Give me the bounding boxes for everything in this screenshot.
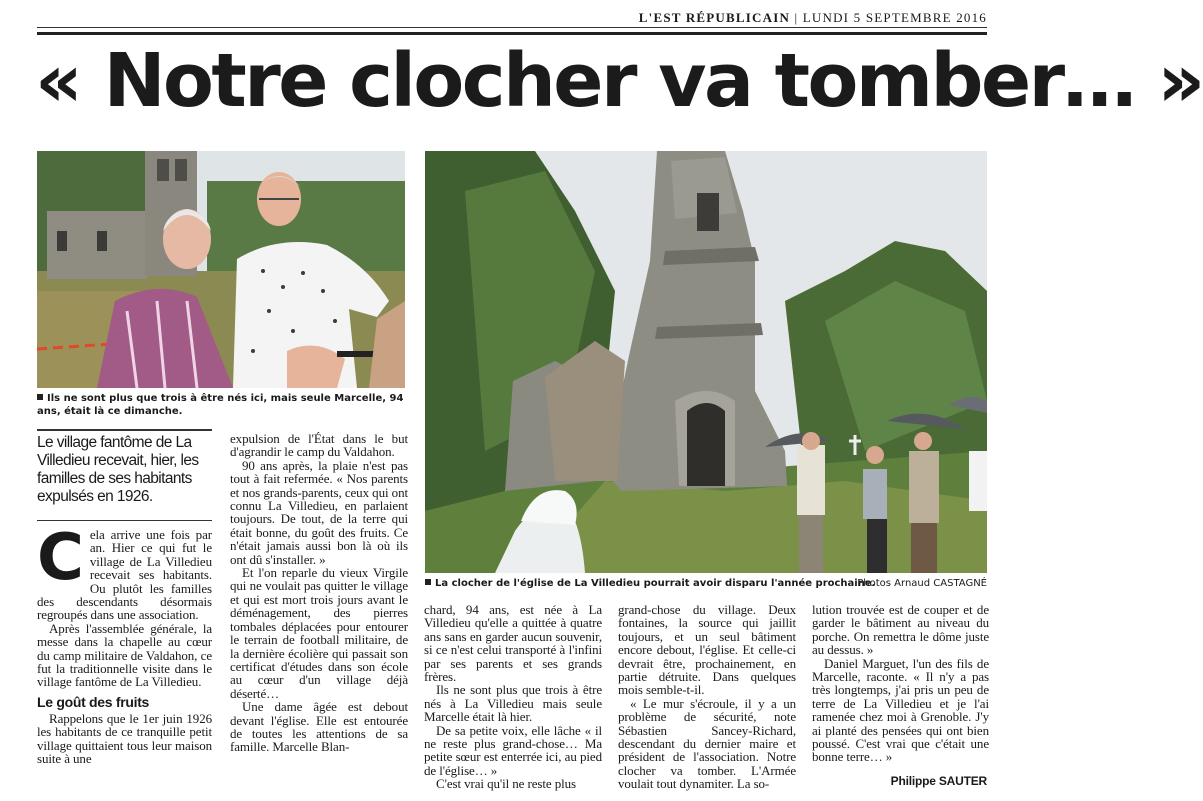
article-column-2: [230, 432, 408, 754]
caption-bullet-icon: [425, 579, 431, 585]
photo-credit: Photos Arnaud CASTAGNÉ: [857, 578, 987, 589]
article-column-1: [37, 521, 212, 767]
masthead: [37, 10, 987, 28]
paragraph: C'est vrai qu'il ne reste plus: [436, 776, 576, 792]
paragraph: Ils ne sont plus que trois à être nés à La Villedieu mais seule Marcelle était là hier.: [424, 682, 602, 725]
article-headline: « Notre clocher va tomber… »: [35, 38, 1203, 124]
article-column-5: [812, 603, 989, 764]
top-rule: [37, 32, 987, 35]
paragraph: chard, 94 ans, est née à La Villedieu qu'elle a quittée à quatre ans sans en garder aucun souvenir, si ce n'est celui transporté à l'infini par ses parents et ses grands frères.: [424, 602, 602, 685]
paragraph: expulsion de l'État dans le but d'agrandir le camp du Valdahon.: [230, 431, 408, 460]
photo-villagers: [37, 151, 405, 388]
drop-cap: C: [37, 521, 84, 595]
photo-church-caption: [425, 577, 987, 590]
photo-church-caption-text: La clocher de l'église de La Villedieu pourrait avoir disparu l'année prochaine.: [435, 578, 876, 589]
photo-church-image: [425, 151, 987, 573]
paragraph: grand-chose du village. Deux fontaines, la source qui jaillit toujours, et un seul bâtiment encore debout, l'église. Et celle-ci devrait être, prochainement, en partie détruite. Dans quelques mois semble-t-il.: [618, 602, 796, 698]
paragraph: Et l'on reparle du vieux Virgile qui ne voulait pas quitter le village et qui est mort trois jours avant le déménagement, des pierres tombales déplacées pour entourer le terrain de football militaire, de la dernière écolière qui passait son certificat d'études dans son école au cœur d'un village déjà déserté…: [230, 565, 408, 701]
caption-bullet-icon: [37, 394, 43, 400]
paragraph: Après l'assemblée générale, la messe dans la chapelle au cœur du camp militaire de Valdahon, ce fut la traditionnelle visite dans le village fantôme de La Villedieu.: [37, 620, 212, 690]
author-signature: Philippe SAUTER: [890, 774, 987, 788]
paragraph: Une dame âgée est debout devant l'église. Elle est entourée de toutes les attentions de sa famille. Marcelle Blan-: [230, 699, 408, 755]
photo-villagers-caption: [37, 392, 405, 418]
paragraph: Rappelons que le 1er juin 1926 les habitants de ce tranquille petit village quittaient tous leur maison suite à une: [37, 710, 212, 767]
paragraph: lution trouvée est de couper et de garder le bâtiment au niveau du porche. On remettra le dôme juste au dessus. »: [812, 602, 989, 658]
paragraph: De sa petite voix, elle lâche « il ne reste plus grand-chose… Ma petite sœur est enterrée ici, au pied de l'église… »: [424, 722, 602, 778]
lead-top-rule: [37, 429, 212, 431]
masthead-info: [639, 10, 987, 26]
masthead-separator: |: [794, 10, 799, 25]
photo-church: [425, 151, 987, 573]
paper-name: L'EST RÉPUBLICAIN: [638, 10, 791, 25]
paragraph: « Le mur s'écroule, il y a un problème de sécurité, note Sébastien Sancey-Richard, descendant du dernier maire et président de l'association. Notre clocher va tomber. L'Armée voulait tout dynamiter. La so-: [618, 695, 796, 792]
issue-date: LUNDI 5 SEPTEMBRE 2016: [802, 10, 987, 25]
photo-villagers-caption-text: Ils ne sont plus que trois à être nés ici, mais seule Marcelle, 94 ans, était là ce dimanche.: [37, 393, 404, 417]
paragraph: Daniel Marguet, l'un des fils de Marcelle, raconte. « Il n'y a pas très longtemps, j'ai pris un peu de terre de La Villedieu et je l'ai ramenée chez moi à Grenoble. J'y ai planté des pensées qui ont bien poussé. C'est vrai que c'était une bonne terre… »: [812, 655, 989, 765]
article-column-3: [424, 603, 602, 791]
paragraph: 90 ans après, la plaie n'est pas tout à fait refermée. « Nos parents et nos grands-parents, ceux qui ont connu La Villedieu, en parlaient toujours. De tout, de la terre qui était bonne, du goût des fruits. Ce n'était jamais aussi bon là où ils ont dû s'installer. »: [230, 457, 408, 567]
article-lead: Le village fantôme de La Villedieu recevait, hier, les familles de ses habitants expulsés en 1926.: [37, 434, 199, 505]
paragraph: [37, 521, 212, 623]
article-subhead: Le goût des fruits: [37, 693, 150, 710]
paragraph-text: ela arrive une fois par an. Hier ce qui fut le village de La Villedieu recevait ses habitants. Ou plutôt les familles des descendants désormais regroupés dans une association.: [37, 527, 212, 623]
article-column-4: [618, 603, 796, 791]
photo-villagers-image: [37, 151, 405, 388]
